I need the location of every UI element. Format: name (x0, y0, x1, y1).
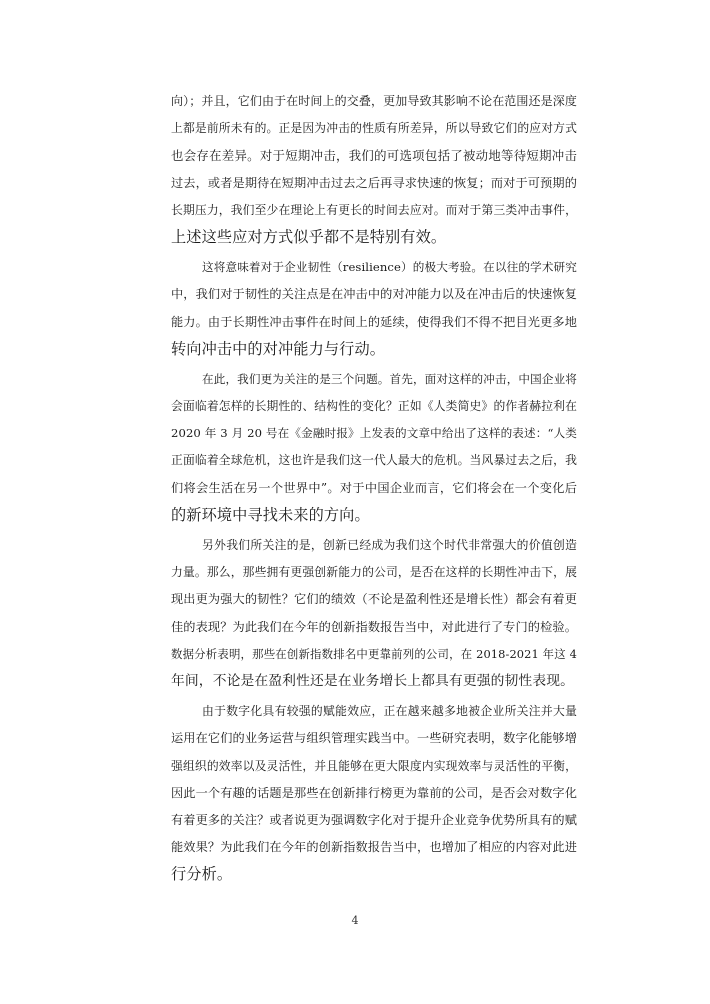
text-line: 有着更多的关注？或者说更为强调数字化对于提升企业竞争优势所具有的赋 (171, 812, 577, 827)
text-line: 能力。由于长期性冲击事件在时间上的延续，使得我们不得不把目光更多地 (171, 314, 577, 329)
text-line: 力量。那么，那些拥有更强创新能力的公司，是否在这样的长期性冲击下，展 (171, 565, 577, 580)
text-line: 能效果？为此我们在今年的创新指数报告当中，也增加了相应的内容对此进 (171, 840, 577, 855)
text-line: 上述这些应对方式似乎都不是特别有效。 (171, 227, 447, 246)
text-line: 现出更为强大的韧性？它们的绩效（不论是盈利性还是增长性）都会有着更 (171, 592, 577, 607)
paragraph-4 (171, 532, 577, 695)
text-line: 上都是前所未有的。正是因为冲击的性质有所差异，所以导致它们的应对方式 (171, 121, 577, 136)
paragraph-5 (171, 698, 577, 888)
text-line: 2020 年 3 月 20 号在《金融时报》上发表的文章中给出了这样的表述：“人类 (171, 426, 577, 441)
text-line: 长期压力，我们至少在理论上有更长的时间去应对。而对于第三类冲击事件， (171, 202, 577, 217)
text-line: 佳的表现？为此我们在今年的创新指数报告当中，对此进行了专门的检验。 (171, 619, 577, 634)
text-line: 正面临着全球危机，这也许是我们这一代人最大的危机。当风暴过去之后，我 (171, 453, 577, 468)
body-text (171, 88, 577, 891)
text-line: 另外我们所关注的是，创新已经成为我们这个时代非常强大的价值创造 (202, 538, 577, 552)
text-line: 行分析。 (171, 865, 233, 884)
paragraph-3 (171, 366, 577, 529)
text-line: 这将意味着对于企业韧性（resilience）的极大考验。在以往的学术研究 (202, 260, 577, 275)
text-line: 年间，不论是在盈利性还是在业务增长上都具有更强的韧性表现。 (171, 672, 575, 689)
text-line: 转向冲击中的对冲能力与行动。 (171, 339, 386, 358)
text-line: 数据分析表明，那些在创新指数排名中更靠前列的公司，在 2018-2021 年这 4 (171, 646, 577, 661)
text-line: 在此，我们更为关注的是三个问题。首先，面对这样的冲击，中国企业将 (202, 371, 577, 386)
text-line: 由于数字化具有较强的赋能效应，正在越来越多地被企业所关注并大量 (202, 704, 577, 719)
text-line: 也会存在差异。对于短期冲击，我们的可选项包括了被动地等待短期冲击 (171, 148, 577, 164)
text-line: 向）；并且，它们由于在时间上的交叠，更加导致其影响不论在范围还是深度 (171, 94, 577, 108)
text-line: 强组织的效率以及灵活性，并且能够在更大限度内实现效率与灵活性的平衡， (171, 758, 577, 773)
text-line: 运用在它们的业务运营与组织管理实践当中。一些研究表明，数字化能够增 (171, 731, 577, 746)
page-number: 4 (351, 914, 359, 927)
text-line: 中，我们对于韧性的关注点是在冲击中的对冲能力以及在冲击后的快速恢复 (171, 287, 577, 302)
text-line: 会面临着怎样的长期性的、结构性的变化？正如《人类简史》的作者赫拉利在 (171, 399, 577, 414)
paragraph-1 (171, 88, 577, 251)
text-line: 因此一个有趣的话题是那些在创新排行榜更为靠前的公司，是否会对数字化 (171, 785, 577, 800)
text-line: 过去，或者是期待在短期冲击过去之后再寻求快速的恢复；而对于可预期的 (171, 175, 577, 190)
paragraph-2 (171, 254, 577, 363)
text-line: 们将会生活在另一个世界中”。对于中国企业而言，它们将会在一个变化后 (171, 480, 577, 495)
text-line: 的新环境中寻找未来的方向。 (171, 505, 370, 524)
